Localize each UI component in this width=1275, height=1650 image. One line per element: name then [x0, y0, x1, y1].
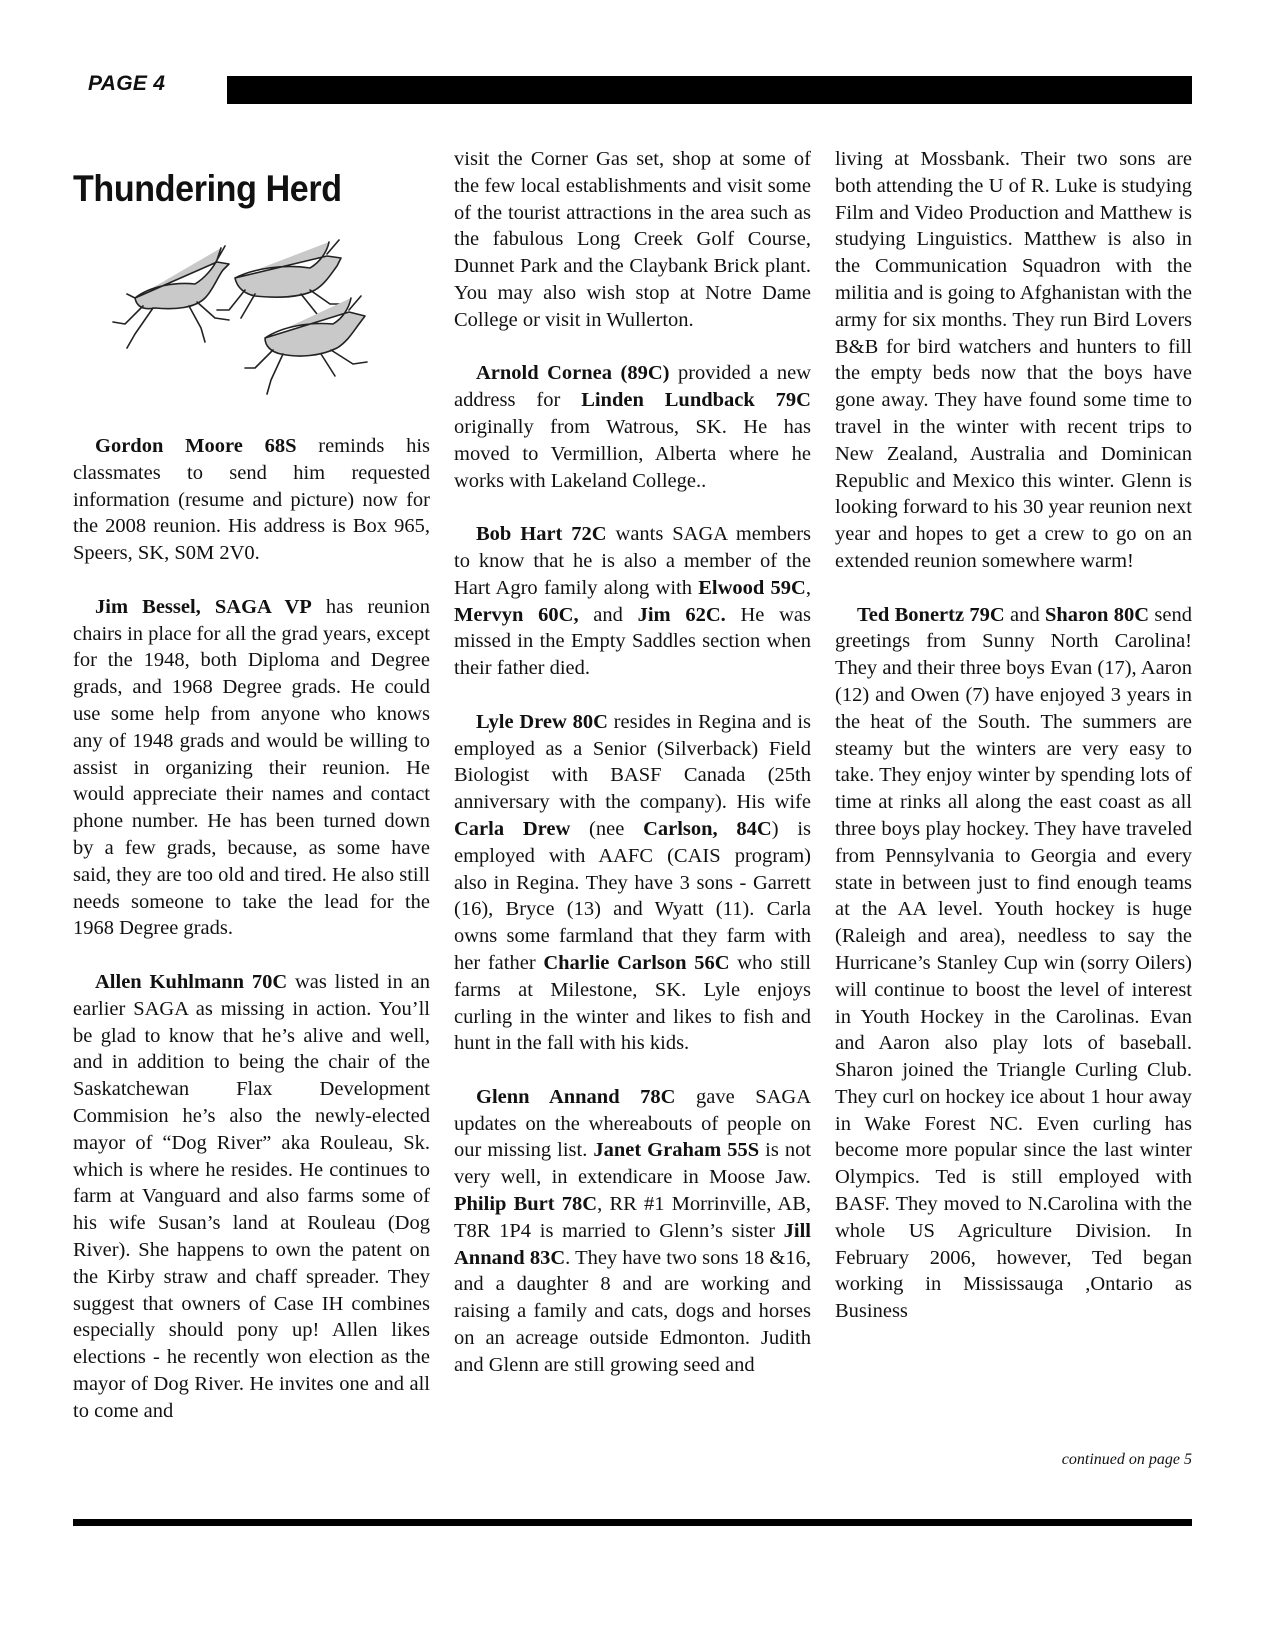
article-text: provided a new address for: [454, 362, 812, 412]
article-text: . They have two sons 18 &16, and a daughter 8 and are working and raising a family and cats, dogs and horses on an acreage outside Edmonton. Judith and Glenn are still growing seed and: [454, 1246, 811, 1376]
person-name: Glenn Annand 78C: [476, 1085, 676, 1108]
page-number: PAGE 4: [88, 72, 166, 95]
person-name: Janet Graham 55S: [593, 1139, 760, 1162]
article-bob-hart: [454, 521, 811, 682]
article-ted-bonertz: [835, 602, 1192, 1326]
footer-rule: [73, 1519, 1192, 1526]
article-text: resides in Regina and is employed as a Senior (Silverback) Field Biologist with BASF Canada (25th anniversary with the company). His wife: [454, 710, 811, 814]
article-allen-kuhlmann-continued: visit the Corner Gas set, shop at some of the few local establishments and visit some of the tourist attractions in the area such as the fabulous Long Creek Golf Course, Dunnet Park and the Claybank Brick plant. You may also wish stop at Notre Dame College or visit in Wullerton.: [454, 148, 811, 331]
section-headline: Thundering Herd: [73, 168, 342, 209]
article-text: ) is employed with AAFC (CAIS program) also in Regina. They have 3 sons - Garrett (16), Bryce (13) and Wyatt (11). Carla owns some farmland that they farm with her father: [454, 817, 811, 974]
antelope-bottom: [245, 296, 367, 394]
article-jim-bessel: [73, 594, 430, 942]
article-glenn-annand: [454, 1084, 811, 1379]
article-text: , RR #1 Morrinville, AB, T8R 1P4 is married to Glenn’s sister: [454, 1193, 811, 1242]
article-text: wants SAGA members to know that he is also a member of the Hart Agro family along with: [454, 523, 812, 599]
person-name: Allen Kuhlmann 70C: [95, 970, 288, 993]
header-bar: [227, 76, 1192, 104]
article-text: ,: [805, 576, 811, 599]
article-text: and: [578, 603, 638, 626]
person-name: Sharon 80C: [1045, 603, 1150, 626]
person-name: Bob Hart 72C: [476, 523, 607, 546]
person-name: Elwood 59C: [698, 576, 806, 599]
person-name: Jim 62C.: [637, 603, 726, 626]
person-name: Carlson, 84C: [643, 817, 772, 840]
person-name: Philip Burt 78C: [454, 1193, 598, 1216]
article-text: (nee: [570, 817, 644, 840]
continued-note: continued on page 5: [1061, 1451, 1192, 1468]
column-2: [454, 146, 811, 1405]
article-arnold-cornea: [454, 360, 811, 494]
article-lyle-drew: [454, 709, 811, 1057]
antelope-left: [113, 246, 229, 348]
article-text: is not very well, in extendicare in Moose Jaw.: [454, 1139, 812, 1189]
article-text: send greetings from Sunny North Carolina! They and their three boys Evan (17), Aaron (12) and Owen (7) have enjoyed 3 years in the heat of the South. The summers are steamy but the winters are very easy to take. They enjoy winter by spending lots of time at rinks all along the east coast as all three boys play hockey. They have traveled from Pennsylvania to Georgia and every state in between just to find enough teams at the AA level. Youth hockey is huge (Raleigh and area), needless to say the Hurricane’s Stanley Cup win (sorry Oilers) will continue to boost the level of interest in Youth Hockey in the Carolinas. Evan and Aaron also play lots of baseball. Sharon joined the Triangle Curling Club. They curl on hockey ice about 1 hour away in Wake Forest NC. Even curling has become more popular since the last winter Olympics. Ted is still employed with BASF. They moved to N.Carolina with the whole US Agriculture Division. In February 2006, however, Ted began working in Mississauga ,Ontario as Business: [835, 603, 1192, 1323]
person-name: Gordon Moore 68S: [95, 435, 297, 457]
person-name: Mervyn 60C,: [454, 603, 579, 626]
article-allen-kuhlmann: [73, 969, 430, 1425]
article-gordon-moore: [73, 433, 430, 567]
antelope-illustration: [105, 238, 400, 398]
article-text: and: [1004, 603, 1045, 626]
article-text: He was missed in the Empty Saddles section when their father died.: [454, 603, 811, 680]
person-name: Charlie Carlson 56C: [543, 951, 730, 974]
article-glenn-annand-continued: living at Mossbank. Their two sons are both attending the U of R. Luke is studying Film and Video Production and Matthew is studying Linguistics. Matthew is also in the Communication Squadron with the militia and is going to Afghanistan with the army for six months. They run Bird Lovers B&B for bird watchers and hunters to fill the empty beds now that the boys have gone away. They have found some time to travel in the winter with recent trips to New Zealand, Australia and Dominican Republic and Mexico this winter. Glenn is looking forward to his 30 year reunion next year and hopes to get a crew to go on an extended reunion somewhere warm!: [835, 148, 1192, 572]
person-name: Jim Bessel, SAGA VP: [95, 595, 312, 618]
antelope-right: [217, 240, 345, 318]
article-text: reminds his classmates to send him requested information (resume and picture) now for the 2008 reunion. His address is Box 965, Speers, SK, S0M 2V0.: [73, 435, 430, 565]
article-text: originally from Watrous, SK. He has moved to Vermillion, Alberta where he works with Lakeland College..: [454, 415, 811, 492]
person-name: Carla Drew: [454, 817, 571, 840]
article-text: was listed in an earlier SAGA as missing in action. You’ll be glad to know that he’s alive and well, and in addition to being the chair of the Saskatchewan Flax Development Commision he’s also the newly-elected mayor of “Dog River” aka Rouleau, Sk. which is where he resides. He continues to farm at Vanguard and also farms some of his wife Susan’s land at Rouleau (Dog River). She happens to own the patent on the Kirby straw and chaff spreader. They suggest that owners of Case IH combines especially should pony up! Allen likes elections - he recently won election as the mayor of Dog River. He invites one and all to come and: [73, 970, 430, 1422]
article-text: has reunion chairs in place for all the grad years, except for the 1948, both Diploma and Degree grads, and 1968 Degree grads. He could use some help from anyone who knows any of 1948 grads and would be willing to assist in organizing their reunion. He would appreciate their names and contact phone number. He has been turned down by a few grads, because, as some have said, they are too old and tired. He also still needs someone to take the lead for the 1968 Degree grads.: [73, 595, 430, 940]
person-name: Arnold Cornea (89C): [476, 362, 670, 385]
article-text: gave SAGA updates on the whereabouts of people on our missing list.: [454, 1085, 812, 1162]
person-name: Ted Bonertz 79C: [857, 603, 1005, 626]
article-text: who still farms at Milestone, SK. Lyle enjoys curling in the winter and likes to fish and hunt in the fall with his kids.: [454, 951, 811, 1055]
person-name: Linden Lundback 79C: [581, 389, 811, 412]
person-name: Jill Annand 83C: [454, 1219, 811, 1269]
column-3: [835, 146, 1192, 1352]
person-name: Lyle Drew 80C: [476, 710, 608, 733]
column-1: [73, 433, 430, 1451]
